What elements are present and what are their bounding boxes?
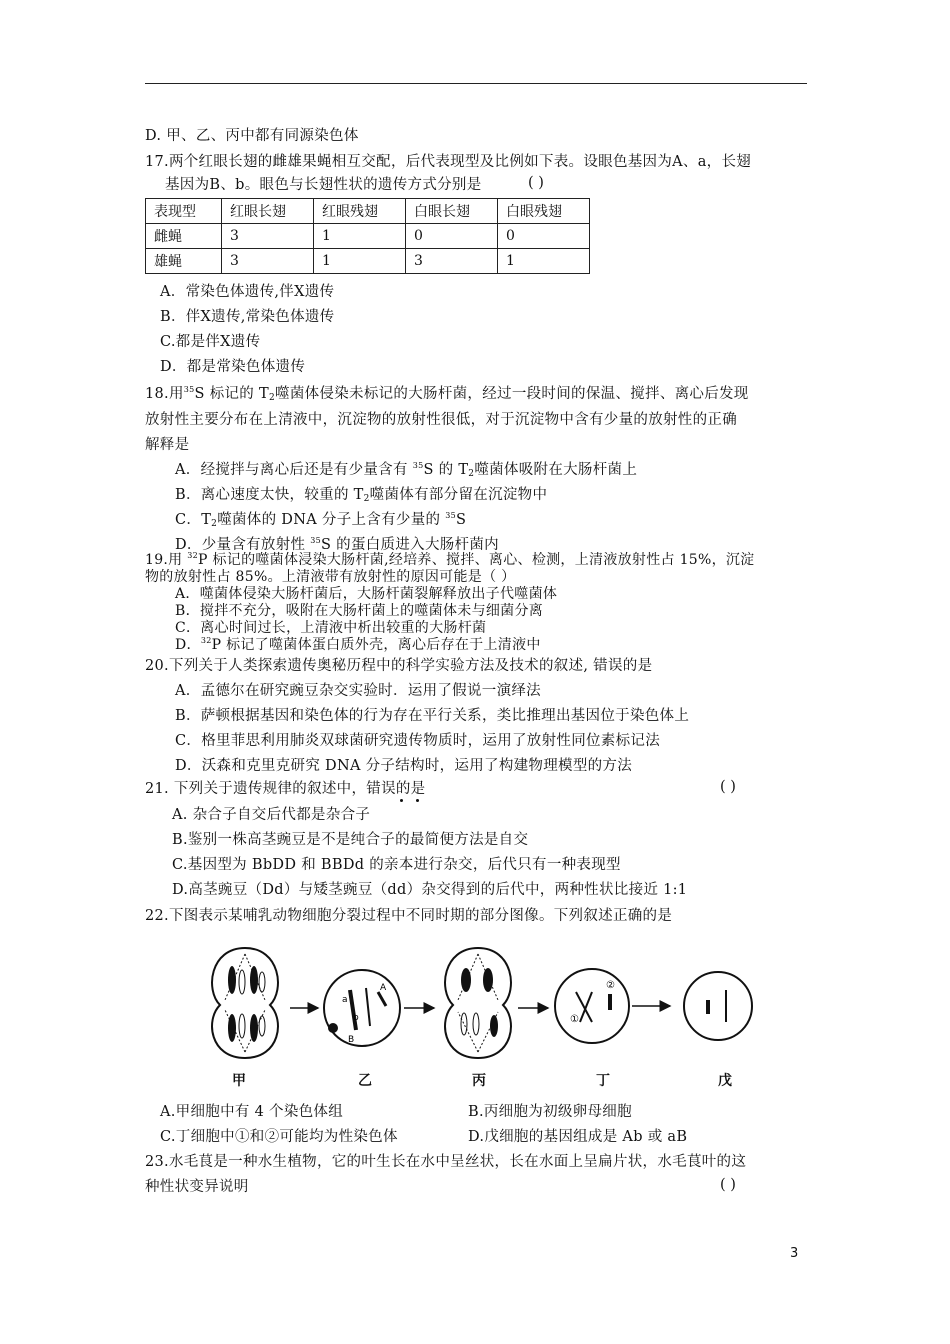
q20-stem: 20.下列关于人类探索遗传奥秘历程中的科学实验方法及技术的叙述, 错误的是	[145, 658, 653, 674]
table-cell: 3	[406, 249, 498, 274]
emphasis-dot	[400, 799, 403, 802]
table-cell: 雌蝇	[146, 224, 222, 249]
cell-jia	[212, 948, 278, 1058]
table-cell: 1	[314, 249, 406, 274]
q22-option-d: D.戊细胞的基因组成是 Ab 或 aB	[468, 1129, 688, 1145]
cell-label-jia: 甲	[232, 1073, 246, 1089]
q18-option-d: D．少量含有放射性 $^{35}$S 的蛋白质进入大肠杆菌内	[175, 536, 499, 553]
q16-option-d: D. 甲、乙、丙中都有同源染色体	[145, 128, 359, 144]
q20-option-b: B．萨顿根据基因和染色体的行为存在平行关系，类比推理出基因位于染色体上	[175, 708, 690, 724]
table-header-row	[146, 199, 590, 224]
q21-stem: 21. 下列关于遗传规律的叙述中，错误的是	[145, 781, 426, 797]
q21-option-a: A. 杂合子自交后代都是杂合子	[172, 807, 371, 823]
q21-option-b: B.鉴别一株高茎豌豆是不是纯合子的最简便方法是自交	[172, 832, 529, 848]
q18-stem-line3: 解释是	[145, 437, 190, 453]
q18-stem-line1: 18.用$^{35}$S 标记的 $T_2$噬菌体侵染未标记的大肠杆菌，经过一段时间的保温、搅拌、离心后发现	[145, 385, 749, 403]
cell-label-wu: 戊	[718, 1073, 732, 1089]
q18-stem-line2: 放射性主要分布在上清液中，沉淀物的放射性很低，对于沉淀物中含有少量的放射性的正确	[145, 412, 737, 428]
cell-wu	[684, 972, 752, 1040]
emphasis-dot	[416, 799, 419, 802]
gene-label-b: b	[353, 1013, 359, 1023]
table-header-cell: 红眼残翅	[314, 199, 406, 224]
q23-answer-paren: ( )	[720, 1177, 736, 1193]
table-header-cell: 表现型	[146, 199, 222, 224]
q18-option-b: B．离心速度太快，较重的 $T_2$噬菌体有部分留在沉淀物中	[175, 487, 548, 504]
cell-ding	[555, 969, 629, 1043]
q19-option-b: B．搅拌不充分，吸附在大肠杆菌上的噬菌体未与细菌分离	[175, 603, 544, 619]
table-row	[146, 249, 590, 274]
gene-label-A: A	[380, 983, 387, 993]
q19-option-c: C．离心时间过长，上清液中析出较重的大肠杆菌	[175, 620, 487, 636]
q20-option-c: C．格里菲思利用肺炎双球菌研究遗传物质时，运用了放射性同位素标记法	[175, 733, 660, 749]
table-row	[146, 224, 590, 249]
cell-bing	[445, 948, 511, 1058]
gene-label-a: a	[342, 995, 348, 1005]
cell-label-bing: 丙	[472, 1073, 486, 1089]
q21-answer-paren: ( )	[720, 779, 736, 795]
q17-option-a: A．常染色体遗传,伴X遗传	[160, 284, 335, 300]
q17-option-c: C.都是伴X遗传	[160, 334, 261, 350]
q17-option-d: D．都是常染色体遗传	[160, 359, 306, 375]
circled-2: ②	[606, 980, 615, 991]
q19-stem-line1: 19.用 $^{32}$P 标记的噬菌体浸染大肠杆菌,经培养、搅拌、离心、检测，上清液放射性占 15%，沉淀	[145, 551, 755, 568]
table-header-cell: 白眼长翅	[406, 199, 498, 224]
q17-stem-line2: 基因为B、b。眼色与长翅性状的遗传方式分别是	[165, 177, 482, 193]
table-cell: 0	[406, 224, 498, 249]
q21-option-d: D.高茎豌豆（Dd）与矮茎豌豆（dd）杂交得到的后代中，两种性状比接近 1:1	[172, 882, 688, 898]
cell-label-yi: 乙	[358, 1073, 372, 1089]
q18-option-a: A．经搅拌与离心后还是有少量含有 $^{35}$S 的 $T_2$噬菌体吸附在大肠杆菌上	[175, 461, 638, 479]
table-header-cell: 白眼残翅	[498, 199, 590, 224]
table-cell: 1	[314, 224, 406, 249]
q22-stem: 22.下图表示某哺乳动物细胞分裂过程中不同时期的部分图像。下列叙述正确的是	[145, 908, 673, 924]
q23-stem-line1: 23.水毛茛是一种水生植物，它的叶生长在水中呈丝状，长在水面上呈扁片状，水毛茛叶的这	[145, 1154, 747, 1170]
q19-stem-line2: 物的放射性占 85%。上清液带有放射性的原因可能是（ ）	[145, 569, 516, 585]
table-cell: 雄蝇	[146, 249, 222, 274]
gene-label-B: B	[348, 1035, 355, 1045]
q22-option-c: C.丁细胞中①和②可能均为性染色体	[160, 1129, 398, 1145]
q23-stem-line2: 种性状变异说明	[145, 1179, 249, 1195]
q21-option-c: C.基因型为 BbDD 和 BBDd 的亲本进行杂交，后代只有一种表现型	[172, 857, 621, 873]
q20-option-d: D．沃森和克里克研究 DNA 分子结构时，运用了构建物理模型的方法	[175, 758, 633, 774]
q22-option-a: A.甲细胞中有 4 个染色体组	[160, 1104, 344, 1120]
table-cell: 1	[498, 249, 590, 274]
q17-answer-paren: ( )	[528, 175, 544, 191]
q19-option-a: A．噬菌体侵染大肠杆菌后，大肠杆菌裂解释放出子代噬菌体	[175, 586, 558, 602]
cell-label-ding: 丁	[596, 1073, 610, 1089]
circled-1: ①	[570, 1014, 579, 1025]
header-rule	[145, 83, 807, 84]
phenotype-table	[145, 198, 590, 274]
q18-option-c: C．$T_2$噬菌体的 DNA 分子上含有少量的 $^{35}$S	[175, 511, 467, 529]
q22-option-b: B.丙细胞为初级卵母细胞	[468, 1104, 632, 1120]
table-cell: 0	[498, 224, 590, 249]
q17-option-b: B．伴X遗传,常染色体遗传	[160, 309, 335, 325]
table-cell: 3	[222, 249, 314, 274]
table-cell: 3	[222, 224, 314, 249]
cell-yi	[324, 970, 400, 1046]
cell-division-figure	[200, 940, 760, 1090]
table-header-cell: 红眼长翅	[222, 199, 314, 224]
q20-option-a: A．孟德尔在研究豌豆杂交实验时．运用了假说一演绎法	[175, 683, 541, 699]
q17-stem-line1: 17.两个红眼长翅的雌雄果蝇相互交配，后代表现型及比例如下表。设眼色基因为A、a，长翅	[145, 154, 752, 170]
q19-option-d: D．$^{32}$P 标记了噬菌体蛋白质外壳，离心后存在于上清液中	[175, 636, 541, 653]
page-number: 3	[790, 1246, 799, 1261]
